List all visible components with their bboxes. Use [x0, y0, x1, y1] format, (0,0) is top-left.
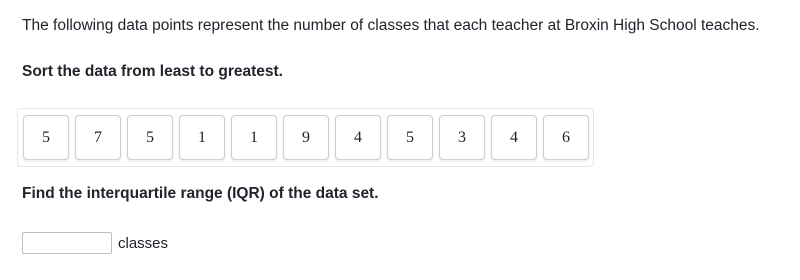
sortable-tile[interactable]: 9	[283, 115, 329, 160]
iqr-answer-input[interactable]	[22, 232, 112, 254]
answer-unit-label: classes	[118, 234, 169, 252]
iqr-question: Find the interquartile range (IQR) of the data set.	[22, 185, 379, 202]
sortable-tile[interactable]: 7	[75, 115, 121, 160]
sortable-tile[interactable]: 5	[23, 115, 69, 160]
sortable-tile[interactable]: 1	[179, 115, 225, 160]
sort-instruction: Sort the data from least to greatest.	[22, 63, 283, 80]
sortable-tile[interactable]: 5	[127, 115, 173, 160]
sortable-tiles-container	[17, 108, 594, 167]
sortable-tile[interactable]: 1	[231, 115, 277, 160]
sortable-tile[interactable]: 5	[387, 115, 433, 160]
answer-row	[22, 232, 168, 254]
sortable-tile[interactable]: 4	[491, 115, 537, 160]
sortable-tile[interactable]: 6	[543, 115, 589, 160]
sortable-tile[interactable]: 3	[439, 115, 485, 160]
problem-intro-text: The following data points represent the number of classes that each teacher at Broxin High School teaches.	[22, 17, 760, 34]
sortable-tile[interactable]: 4	[335, 115, 381, 160]
